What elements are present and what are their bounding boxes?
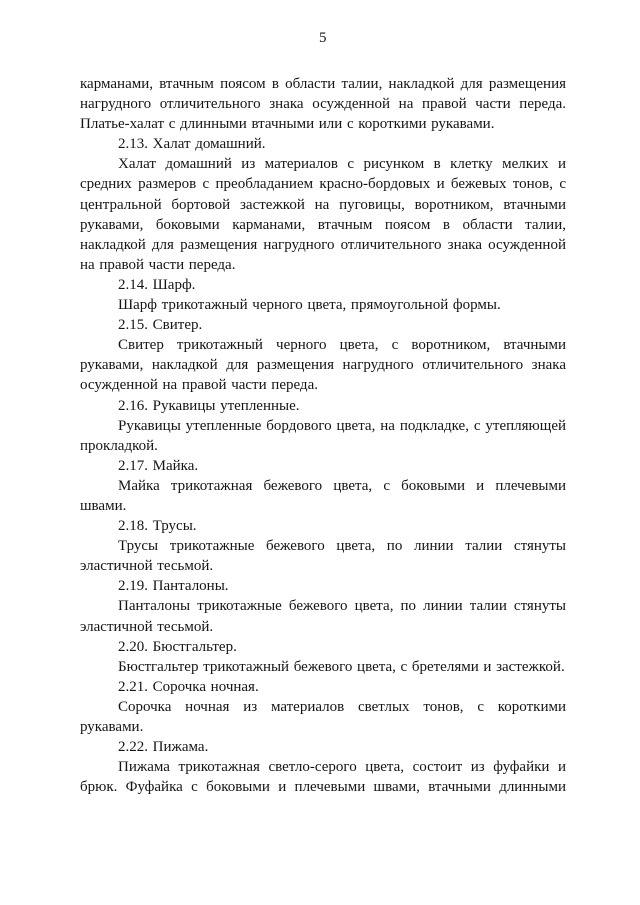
paragraph: Халат домашний из материалов с рисунком в клетку мелких и средних размеров с преобладанием красно-бордовых и бежевых тонов, с центральной бортовой застежкой на пуговицы, воротником, втачными рукавами, боковыми карманами, втачным поясом в области талии, накладкой для размещения нагрудного отличительного знака осужденной на правой части переда.	[80, 156, 566, 273]
paragraph: Сорочка ночная из материалов светлых тонов, с короткими рукавами.	[80, 698, 566, 735]
paragraph: карманами, втачным поясом в области талии, накладкой для размещения нагрудного отличительного знака осужденной на правой части переда. Платье-халат с длинными втачными или с короткими рукавами.	[80, 76, 566, 133]
section-heading: 2.19. Панталоны.	[118, 578, 229, 595]
paragraph: Панталоны трикотажные бежевого цвета, по линии талии стянуты эластичной тесьмой.	[80, 598, 566, 635]
paragraph: Бюстгальтер трикотажный бежевого цвета, с бретелями и застежкой.	[118, 658, 565, 675]
section-heading: 2.22. Пижама.	[118, 739, 209, 756]
paragraph: Майка трикотажная бежевого цвета, с боковыми и плечевыми швами.	[80, 477, 566, 514]
paragraph: Рукавицы утепленные бордового цвета, на подкладке, с утепляющей прокладкой.	[80, 417, 566, 454]
section-heading: 2.18. Трусы.	[118, 518, 197, 535]
paragraph: Пижама трикотажная светло-серого цвета, состоит из фуфайки и брюк. Фуфайка с боковыми и плечевыми швами, втачными длинными	[80, 759, 566, 796]
document-body	[80, 74, 566, 797]
paragraph: Трусы трикотажные бежевого цвета, по линии талии стянуты эластичной тесьмой.	[80, 538, 566, 575]
section-heading: 2.20. Бюстгальтер.	[118, 638, 237, 655]
section-heading: 2.17. Майка.	[118, 457, 199, 474]
section-heading: 2.13. Халат домашний.	[118, 136, 266, 153]
paragraph: Свитер трикотажный черного цвета, с воротником, втачными рукавами, накладкой для размещения нагрудного отличительного знака осужденной на правой части переда.	[80, 337, 566, 394]
page-number: 5	[319, 30, 327, 46]
paragraph: Шарф трикотажный черного цвета, прямоугольной формы.	[118, 297, 501, 314]
section-heading: 2.15. Свитер.	[118, 317, 203, 334]
section-heading: 2.21. Сорочка ночная.	[118, 678, 259, 695]
section-heading: 2.14. Шарф.	[118, 276, 196, 293]
section-heading: 2.16. Рукавицы утепленные.	[118, 397, 300, 414]
